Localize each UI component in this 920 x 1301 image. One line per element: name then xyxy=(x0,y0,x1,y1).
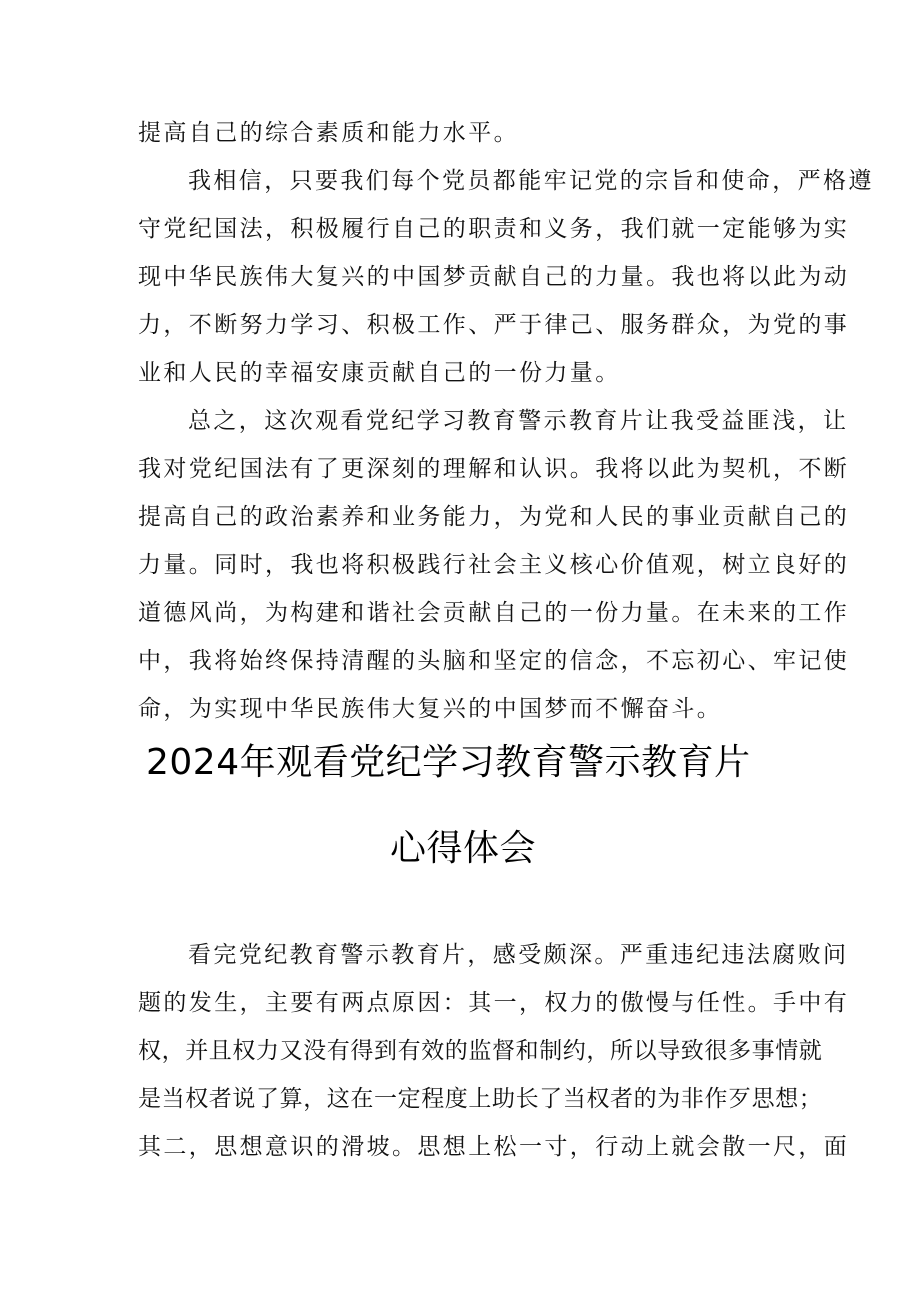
paragraph-3-line: 中，我将始终保持清醒的头脑和坚定的信念，不忘初心、牢记使 xyxy=(138,648,850,674)
paragraph-3-line: 力量。同时，我也将积极践行社会主义核心价值观，树立良好的 xyxy=(138,552,850,578)
paragraph-4-line: 权，并且权力又没有得到有效的监督和制约，所以导致很多事情就 xyxy=(138,1038,823,1064)
paragraph-2-line: 业和人民的幸福安康贡献自己的一份力量。 xyxy=(138,360,621,386)
document-title-line-2: 心得体会 xyxy=(390,828,537,869)
paragraph-3-line: 我对党纪国法有了更深刻的理解和认识。我将以此为契机，不断 xyxy=(138,456,850,482)
paragraph-2-line: 守党纪国法，积极履行自己的职责和义务，我们就一定能够为实 xyxy=(138,216,850,242)
paragraph-4-line: 其二，思想意识的滑坡。思想上松一寸，行动上就会散一尺，面 xyxy=(138,1134,850,1160)
paragraph-1-line: 提高自己的综合素质和能力水平。 xyxy=(138,120,519,146)
paragraph-2-line: 现中华民族伟大复兴的中国梦贡献自己的力量。我也将以此为动 xyxy=(138,264,850,290)
paragraph-3-line: 总之，这次观看党纪学习教育警示教育片让我受益匪浅，让 xyxy=(188,408,849,434)
paragraph-4-line: 题的发生，主要有两点原因：其一，权力的傲慢与任性。手中有 xyxy=(138,990,850,1016)
paragraph-4-line: 看完党纪教育警示教育片，感受颇深。严重违纪违法腐败问 xyxy=(188,942,849,968)
paragraph-3-line: 提高自己的政治素养和业务能力，为党和人民的事业贡献自己的 xyxy=(138,504,850,530)
paragraph-2-line: 我相信，只要我们每个党员都能牢记党的宗旨和使命，严格遵 xyxy=(188,168,874,194)
document-title-line-1: 2024年观看党纪学习教育警示教育片 xyxy=(146,742,751,783)
paragraph-3-line: 命，为实现中华民族伟大复兴的中国梦而不懈奋斗。 xyxy=(138,696,723,722)
paragraph-2-line: 力，不断努力学习、积极工作、严于律己、服务群众，为党的事 xyxy=(138,312,850,338)
paragraph-4-line: 是当权者说了算，这在一定程度上助长了当权者的为非作歹思想； xyxy=(138,1086,823,1112)
paragraph-3-line: 道德风尚，为构建和谐社会贡献自己的一份力量。在未来的工作 xyxy=(138,600,850,626)
